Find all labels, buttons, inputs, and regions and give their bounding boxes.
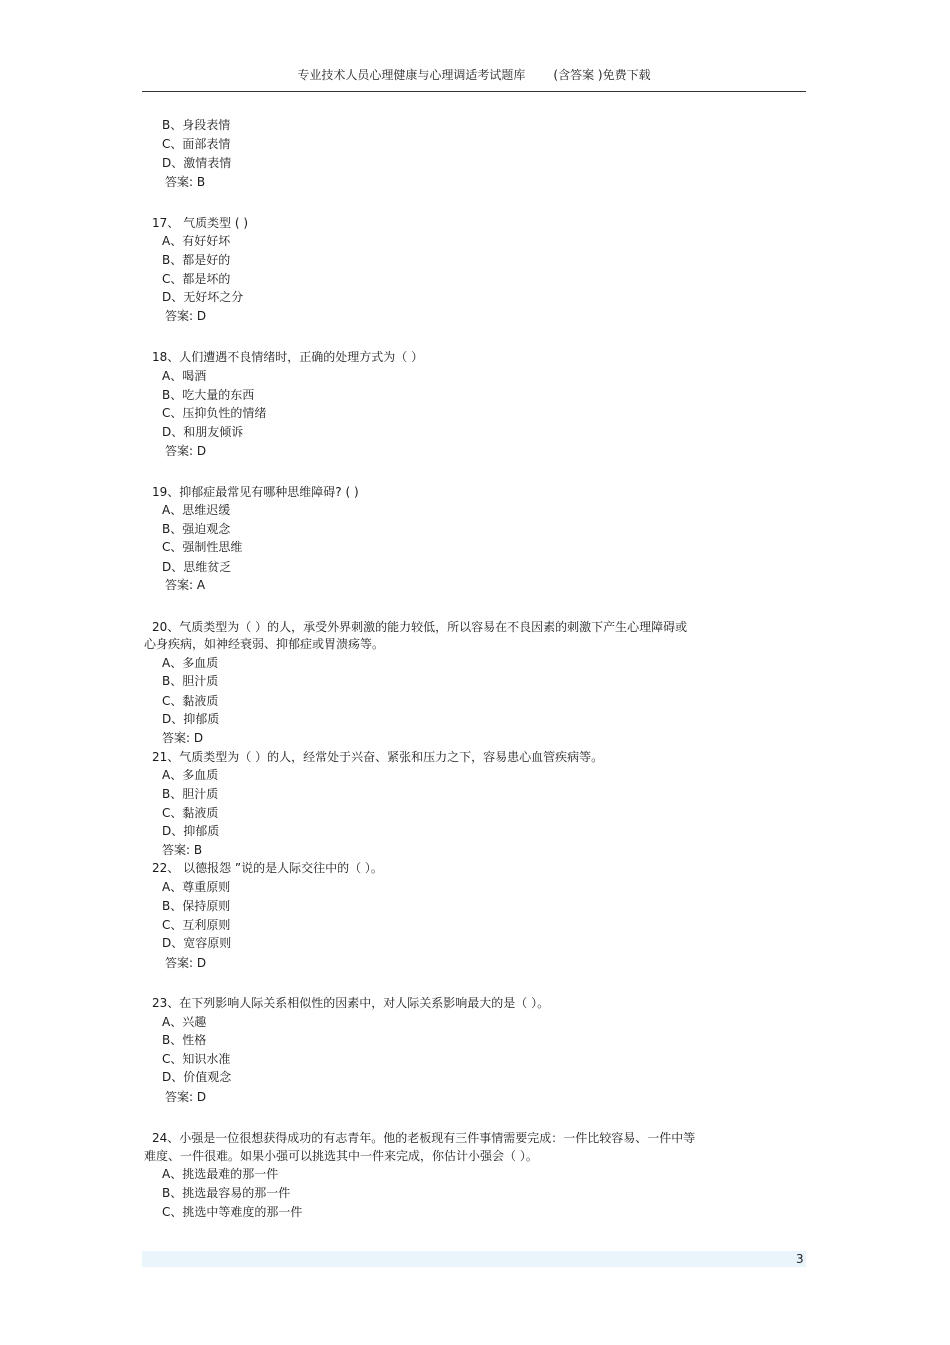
page-number: 3 — [796, 1252, 804, 1266]
answer-text: 答案: B — [165, 175, 206, 189]
question-text-continued: 心身疾病，如神经衰弱、抑郁症或胃溃疡等。 — [144, 637, 385, 651]
option-text: D、宽容原则 — [162, 936, 232, 950]
option-text: D、抑郁质 — [162, 712, 220, 726]
answer-text: 答案: D — [165, 956, 207, 970]
answer-text: 答案: D — [165, 444, 207, 458]
option-text: A、有好好坏 — [162, 234, 231, 248]
option-text: C、都是坏的 — [162, 272, 231, 286]
option-text: B、挑选最容易的那一件 — [162, 1186, 291, 1200]
option-text: A、兴趣 — [162, 1015, 207, 1029]
option-text: B、都是好的 — [162, 253, 231, 267]
option-text: 答案: B — [162, 843, 203, 857]
option-text: D、和朋友倾诉 — [162, 425, 244, 439]
option-text: D、价值观念 — [162, 1070, 232, 1084]
option-text: A、喝酒 — [162, 369, 207, 383]
option-text: C、压抑负性的情绪 — [162, 406, 267, 420]
option-text: D、激情表情 — [162, 156, 232, 170]
option-text: B、胆汁质 — [162, 787, 219, 801]
header-title: 专业技术人员心理健康与心理调适考试题库 — [297, 68, 526, 82]
question-text: 20、气质类型为（ ）的人，承受外界刺激的能力较低，所以容易在不良因素的刺激下产生心理障碍或 — [152, 620, 688, 634]
question-text: 23、在下列影响人际关系相似性的因素中，对人际关系影响最大的是（ ）。 — [152, 996, 550, 1010]
option-text: C、挑选中等难度的那一件 — [162, 1205, 303, 1219]
option-text: C、面部表情 — [162, 137, 231, 151]
question-text: 22、 以德报怨 ”说的是人际交往中的（ ）。 — [152, 861, 383, 875]
option-text: C、知识水准 — [162, 1052, 231, 1066]
option-text: A、挑选最难的那一件 — [162, 1167, 279, 1181]
answer-text: 答案: D — [165, 1090, 207, 1104]
option-text: C、强制性思维 — [162, 540, 243, 554]
answer-text: 答案: D — [165, 309, 207, 323]
option-text: D、无好坏之分 — [162, 290, 244, 304]
page-header — [142, 66, 806, 83]
option-text: A、尊重原则 — [162, 880, 231, 894]
question-text-continued: 难度、一件很难。如果小强可以挑选其中一件来完成，你估计小强会（ ）。 — [144, 1149, 538, 1163]
question-text: 21、气质类型为（ ）的人，经常处于兴奋、紧张和压力之下，容易患心血管疾病等。 — [152, 750, 604, 764]
option-text: D、思维贫乏 — [162, 560, 232, 574]
option-text: C、互利原则 — [162, 918, 231, 932]
option-text: B、保持原则 — [162, 899, 231, 913]
option-text: B、身段表情 — [162, 118, 231, 132]
footer-band — [142, 1251, 806, 1267]
option-text: B、强迫观念 — [162, 522, 231, 536]
header-subtitle: (含答案 )免费下载 — [553, 68, 651, 82]
answer-text: 答案: A — [165, 578, 206, 592]
question-text: 24、小强是一位很想获得成功的有志青年。他的老板现有三件事情需要完成：一件比较容易、一件中等 — [152, 1131, 696, 1145]
option-text: 答案: D — [162, 731, 204, 745]
option-text: A、多血质 — [162, 768, 219, 782]
option-text: A、多血质 — [162, 656, 219, 670]
header-divider — [142, 91, 806, 92]
option-text: A、思维迟缓 — [162, 503, 231, 517]
question-text: 19、抑郁症最常见有哪种思维障碍? ( ) — [152, 485, 359, 499]
option-text: B、性格 — [162, 1033, 207, 1047]
option-text: B、胆汁质 — [162, 674, 219, 688]
option-text: B、吃大量的东西 — [162, 388, 255, 402]
option-text: C、黏液质 — [162, 694, 219, 708]
question-text: 18、人们遭遇不良情绪时，正确的处理方式为（ ） — [152, 350, 424, 364]
question-text: 17、 气质类型 ( ) — [152, 216, 249, 230]
option-text: D、抑郁质 — [162, 824, 220, 838]
option-text: C、黏液质 — [162, 806, 219, 820]
